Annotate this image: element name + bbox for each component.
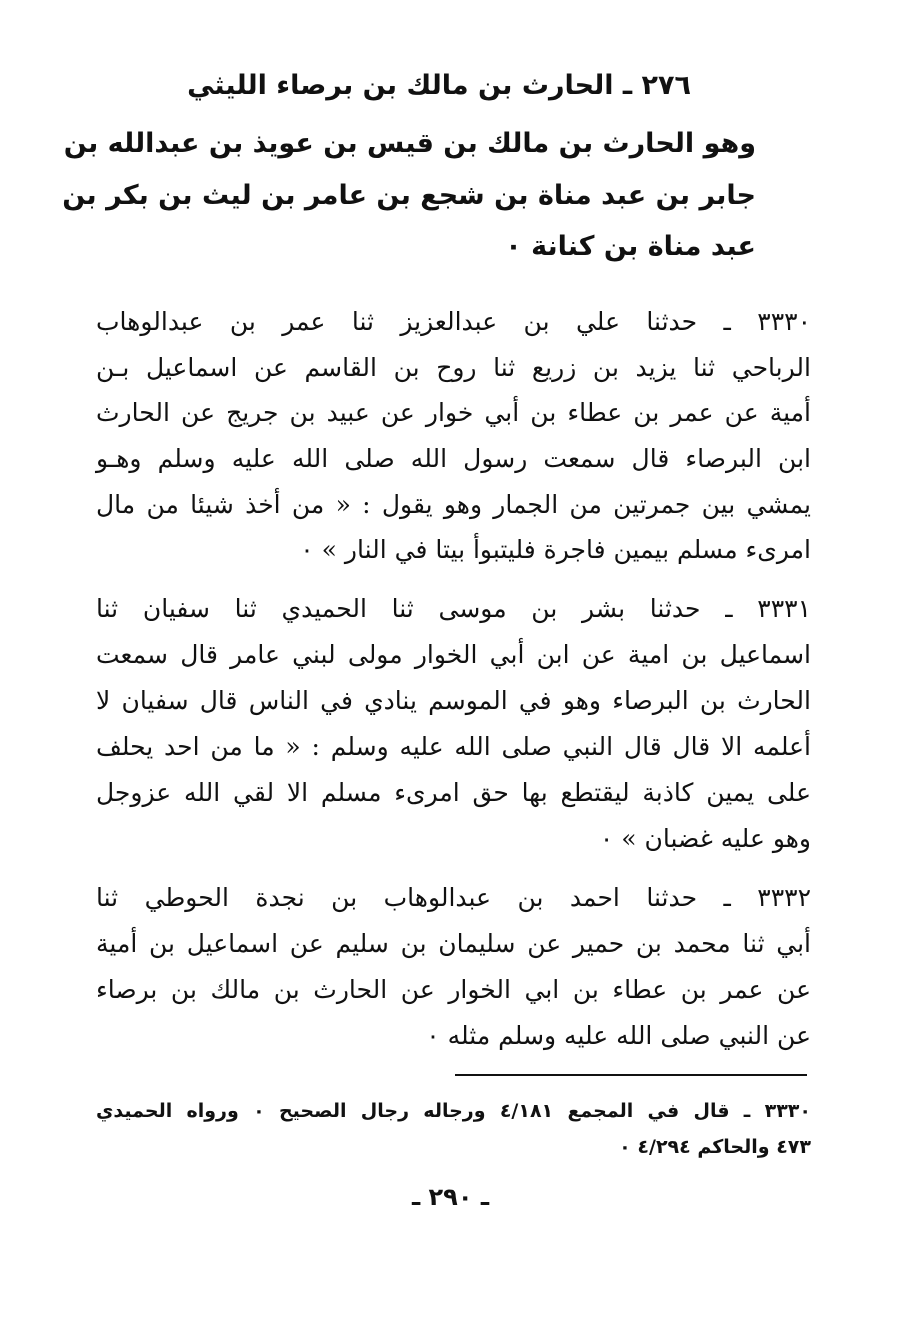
hadith-line: على يمين كاذبة ليقتطع بها حق امرىء مسلم الا لقي الله عزوجل [96,778,811,807]
hadith-line: امرىء مسلم بيمين فاجرة فليتبوأ بيتا في النار » ٠ [300,535,811,564]
hadith-line: ٣٣٣١ ـ حدثنا بشر بن موسى ثنا الحميدي ثنا سفيان ثنا [96,594,811,623]
hadith-line: اسماعيل بن امية عن ابن أبي الخوار مولى لبني عامر قال سمعت [96,640,811,669]
page-number: ـ ٢٩٠ ـ [411,1183,490,1211]
bio-line: وهو الحارث بن مالك بن قيس بن عويذ بن عبدالله بن [63,128,756,159]
hadith-line: الرباحي ثنا يزيد بن زريع ثنا روح بن القاسم عن اسماعيل بـن [96,353,811,382]
hadith-line: عن عمر بن عطاء بن ابي الخوار عن الحارث بن مالك بن برصاء [96,975,811,1004]
hadith-line: أمية عن عمر بن عطاء بن أبي خوار عن عبيد بن جريج عن الحارث [96,398,811,427]
hadith-line: يمشي بين جمرتين من الجمار وهو يقول : « من أخذ شيئا من مال [96,490,811,519]
bio-line: عبد مناة بن كنانة ٠ [505,231,756,262]
bio-line: جابر بن عبد مناة بن شجع بن عامر بن ليث بن بكر بن [62,180,756,211]
hadith-line: ٣٣٣٢ ـ حدثنا احمد بن عبدالوهاب بن نجدة الحوطي ثنا [96,883,811,912]
hadith-line: الحارث بن البرصاء وهو في الموسم ينادي في الناس قال سفيان لا [96,686,811,715]
hadith-line: عن النبي صلى الله عليه وسلم مثله ٠ [426,1021,811,1050]
hadith-line: أعلمه الا قال قال النبي صلى الله عليه وسلم : « ما من احد يحلف [96,732,811,761]
footnote-line: ٣٣٣٠ ـ قال في المجمع ٤/١٨١ ورجاله رجال الصحيح ٠ ورواه الحميدي [96,1100,811,1122]
hadith-line: أبي ثنا محمد بن حمير عن سليمان بن سليم عن اسماعيل بن أمية [96,929,811,958]
chapter-title: ٢٧٦ ـ الحارث بن مالك بن برصاء الليثي [187,70,691,101]
footnote-divider [455,1074,807,1076]
footnote-line: ٤٧٣ والحاكم ٤/٢٩٤ ٠ [619,1136,811,1158]
hadith-line: ٣٣٣٠ ـ حدثنا علي بن عبدالعزيز ثنا عمر بن عبدالوهاب [96,307,811,336]
hadith-line: ابن البرصاء قال سمعت رسول الله صلى الله عليه وسلم وهـو [96,444,811,473]
hadith-line: وهو عليه غضبان » ٠ [599,824,811,853]
